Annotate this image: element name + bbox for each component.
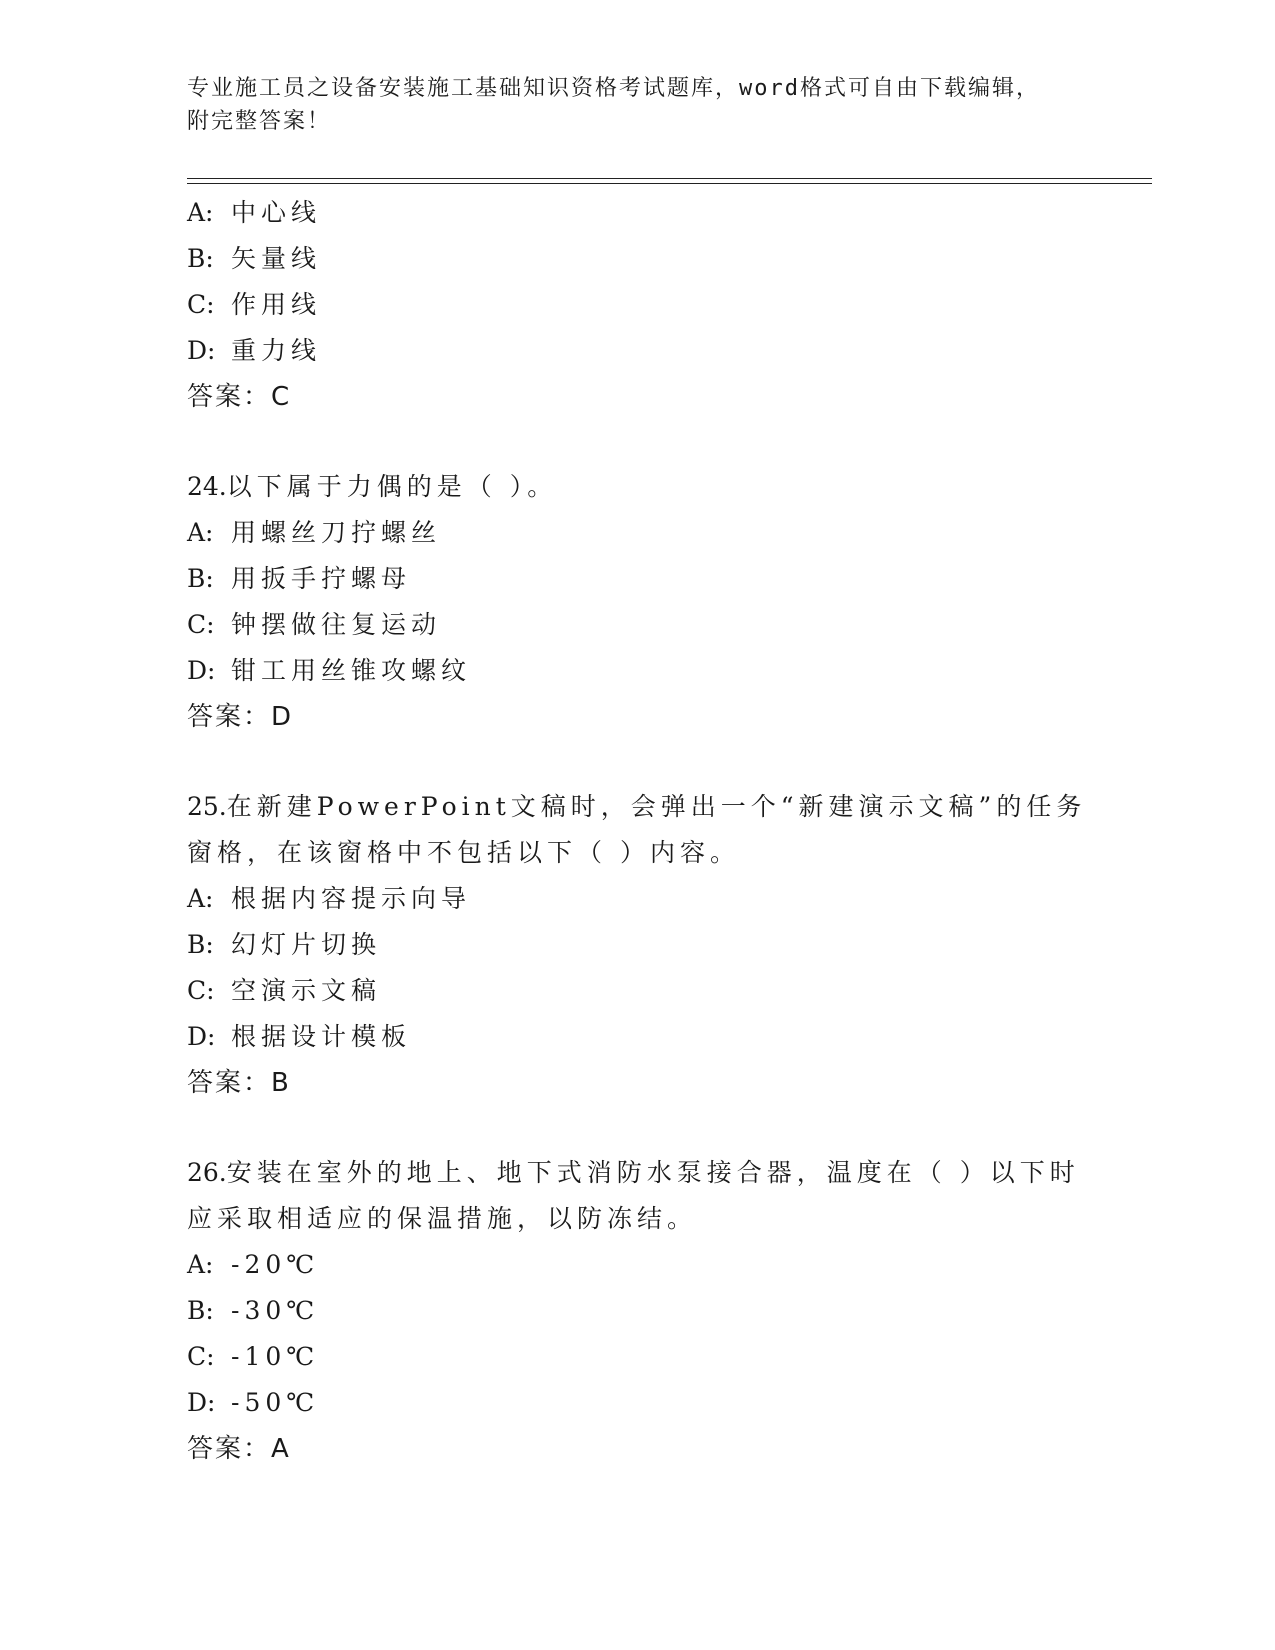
option-a: A: 用螺丝刀拧螺丝: [187, 518, 442, 547]
answer: 答案：A: [187, 1434, 291, 1464]
option-a: A: -20℃: [187, 1250, 320, 1279]
question-text-line-2: 窗格，在该窗格中不包括以下（ ）内容。: [187, 838, 740, 867]
header-divider-bottom: [187, 183, 1152, 184]
question-text: 26.安装在室外的地上、地下式消防水泵接合器，温度在（ ）以下时: [187, 1158, 1080, 1187]
option-a: A: 根据内容提示向导: [187, 884, 472, 913]
answer: 答案：C: [187, 382, 292, 412]
option-b: B: 矢量线: [187, 244, 322, 273]
question-26: [187, 1150, 1087, 1472]
header-line-2: 附完整答案！: [187, 109, 332, 134]
option-d: D: 根据设计模板: [187, 1022, 412, 1051]
option-c: C: -10℃: [187, 1342, 320, 1371]
question-text: 25.在新建PowerPoint文稿时，会弹出一个“新建演示文稿”的任务: [187, 792, 1087, 821]
question-text: 24.以下属于力偶的是（ ）。: [187, 472, 558, 501]
header-line-1: 专业施工员之设备安装施工基础知识资格考试题库，word格式可自由下载编辑，: [187, 76, 1040, 101]
document-header: [187, 72, 1067, 138]
question-24: [187, 464, 1087, 740]
header-divider-top: [187, 178, 1152, 179]
question-text-line-2: 应采取相适应的保温措施，以防冻结。: [187, 1204, 698, 1233]
option-d: D: 重力线: [187, 336, 322, 365]
answer: 答案：D: [187, 702, 294, 732]
option-a: A: 中心线: [187, 198, 322, 227]
question-number: 24.: [187, 472, 227, 501]
question-number: 25.: [187, 792, 227, 821]
question-list: [187, 190, 1087, 1472]
option-b: B: 用扳手拧螺母: [187, 564, 412, 593]
option-c: C: 钟摆做往复运动: [187, 610, 442, 639]
question-23: [187, 190, 1087, 420]
option-b: B: 幻灯片切换: [187, 930, 382, 959]
option-b: B: -30℃: [187, 1296, 320, 1325]
option-c: C: 空演示文稿: [187, 976, 382, 1005]
option-d: D: -50℃: [187, 1388, 320, 1417]
question-number: 26.: [187, 1158, 227, 1187]
answer: 答案：B: [187, 1068, 291, 1098]
option-d: D: 钳工用丝锥攻螺纹: [187, 656, 472, 685]
option-c: C: 作用线: [187, 290, 322, 319]
question-25: [187, 784, 1087, 1106]
